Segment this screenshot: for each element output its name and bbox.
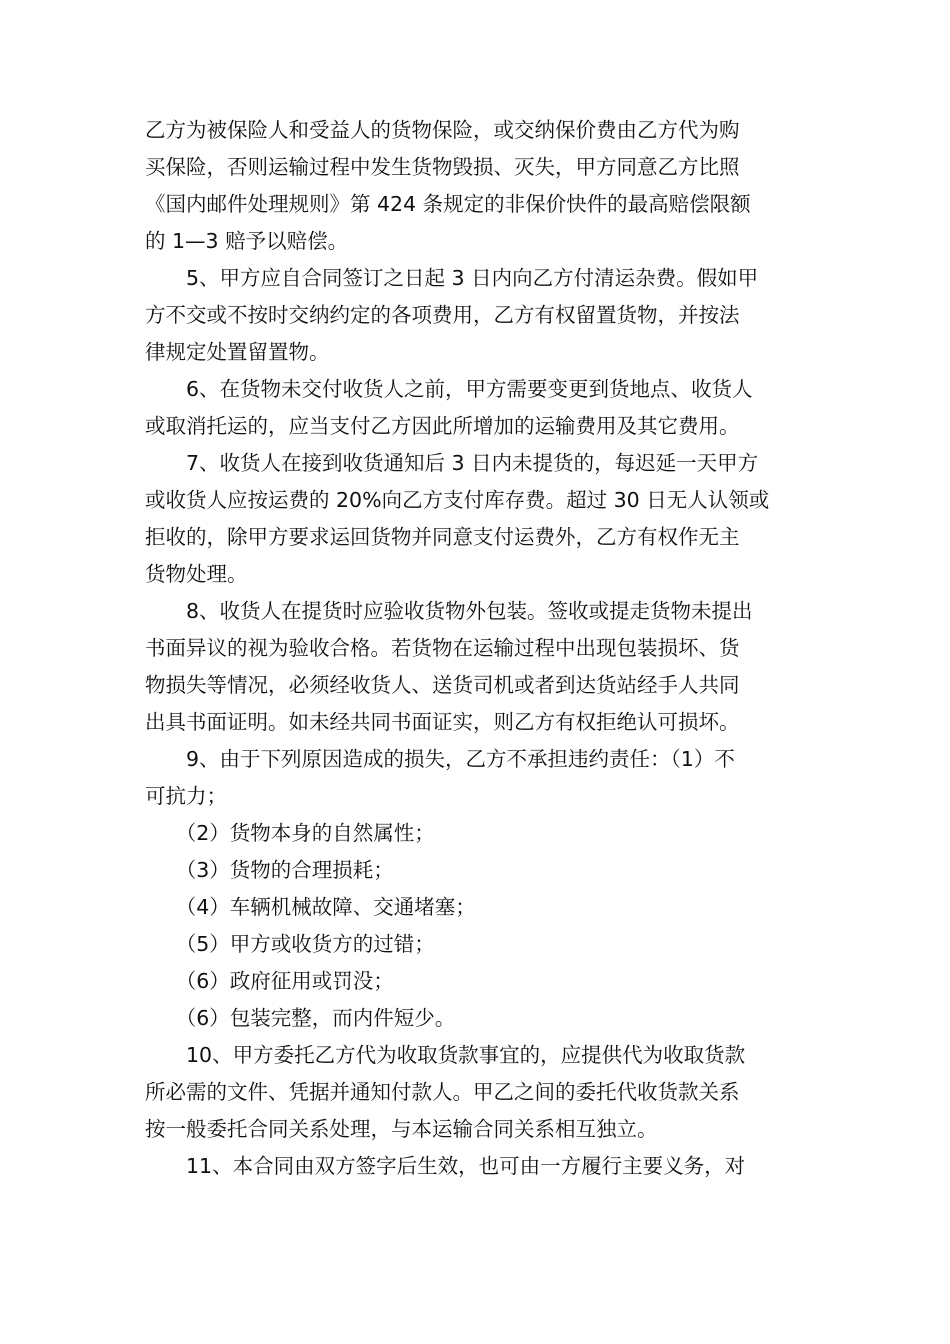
text-line: 5、甲方应自合同签订之日起 3 日内向乙方付清运杂费。假如甲: [145, 266, 759, 290]
paragraph: [145, 852, 810, 889]
paragraph: [145, 815, 810, 852]
paragraph: [145, 1037, 810, 1148]
paragraph: [145, 963, 810, 1000]
text-line: 《国内邮件处理规则》第 424 条规定的非保价快件的最高赔偿限额: [145, 192, 751, 216]
text-line: （3）货物的合理损耗；: [145, 858, 394, 882]
text-line: 9、由于下列原因造成的损失，乙方不承担违约责任：（1）不: [145, 747, 735, 771]
text-line: 乙方为被保险人和受益人的货物保险，或交纳保价费由乙方代为购: [145, 118, 740, 142]
text-line: （5）甲方或收货方的过错；: [145, 932, 435, 956]
paragraph: [145, 889, 810, 926]
text-line: 的 1—3 赔予以赔偿。: [145, 229, 349, 253]
text-line: 律规定处置留置物。: [145, 340, 330, 364]
text-line: 货物处理。: [145, 562, 248, 586]
text-line: 方不交或不按时交纳约定的各项费用，乙方有权留置货物，并按法: [145, 303, 740, 327]
text-line: 物损失等情况，必须经收货人、送货司机或者到达货站经手人共同: [145, 673, 740, 697]
paragraph: [145, 1148, 810, 1185]
document-body: [145, 112, 810, 1185]
text-line: 或收货人应按运费的 20%向乙方支付库存费。超过 30 日无人认领或: [145, 488, 770, 512]
text-line: （4）车辆机械故障、交通堵塞；: [145, 895, 476, 919]
text-line: 11、本合同由双方签字后生效，也可由一方履行主要义务，对: [145, 1154, 746, 1178]
text-line: 所必需的文件、凭据并通知付款人。甲乙之间的委托代收货款关系: [145, 1080, 740, 1104]
paragraph: [145, 1000, 810, 1037]
text-line: 按一般委托合同关系处理，与本运输合同关系相互独立。: [145, 1117, 658, 1141]
text-line: 拒收的，除甲方要求运回货物并同意支付运费外，乙方有权作无主: [145, 525, 740, 549]
text-line: 8、收货人在提货时应验收货物外包装。签收或提走货物未提出: [145, 599, 753, 623]
text-line: 出具书面证明。如未经共同书面证实，则乙方有权拒绝认可损坏。: [145, 710, 740, 734]
text-line: （6）包装完整，而内件短少。: [145, 1006, 456, 1030]
paragraph: [145, 593, 810, 741]
text-line: 6、在货物未交付收货人之前，甲方需要变更到货地点、收货人: [145, 377, 753, 401]
text-line: 或取消托运的，应当支付乙方因此所增加的运输费用及其它费用。: [145, 414, 740, 438]
text-line: 10、甲方委托乙方代为收取货款事宜的，应提供代为收取货款: [145, 1043, 746, 1067]
text-line: （2）货物本身的自然属性；: [145, 821, 435, 845]
text-line: 可抗力；: [145, 784, 227, 808]
text-line: 买保险，否则运输过程中发生货物毁损、灭失，甲方同意乙方比照: [145, 155, 740, 179]
paragraph: [145, 926, 810, 963]
paragraph: [145, 260, 810, 371]
text-line: 书面异议的视为验收合格。若货物在运输过程中出现包装损坏、货: [145, 636, 740, 660]
paragraph: [145, 445, 810, 593]
paragraph: [145, 371, 810, 445]
text-line: （6）政府征用或罚没；: [145, 969, 394, 993]
paragraph: [145, 112, 810, 260]
text-line: 7、收货人在接到收货通知后 3 日内未提货的，每迟延一天甲方: [145, 451, 759, 475]
paragraph: [145, 741, 810, 815]
